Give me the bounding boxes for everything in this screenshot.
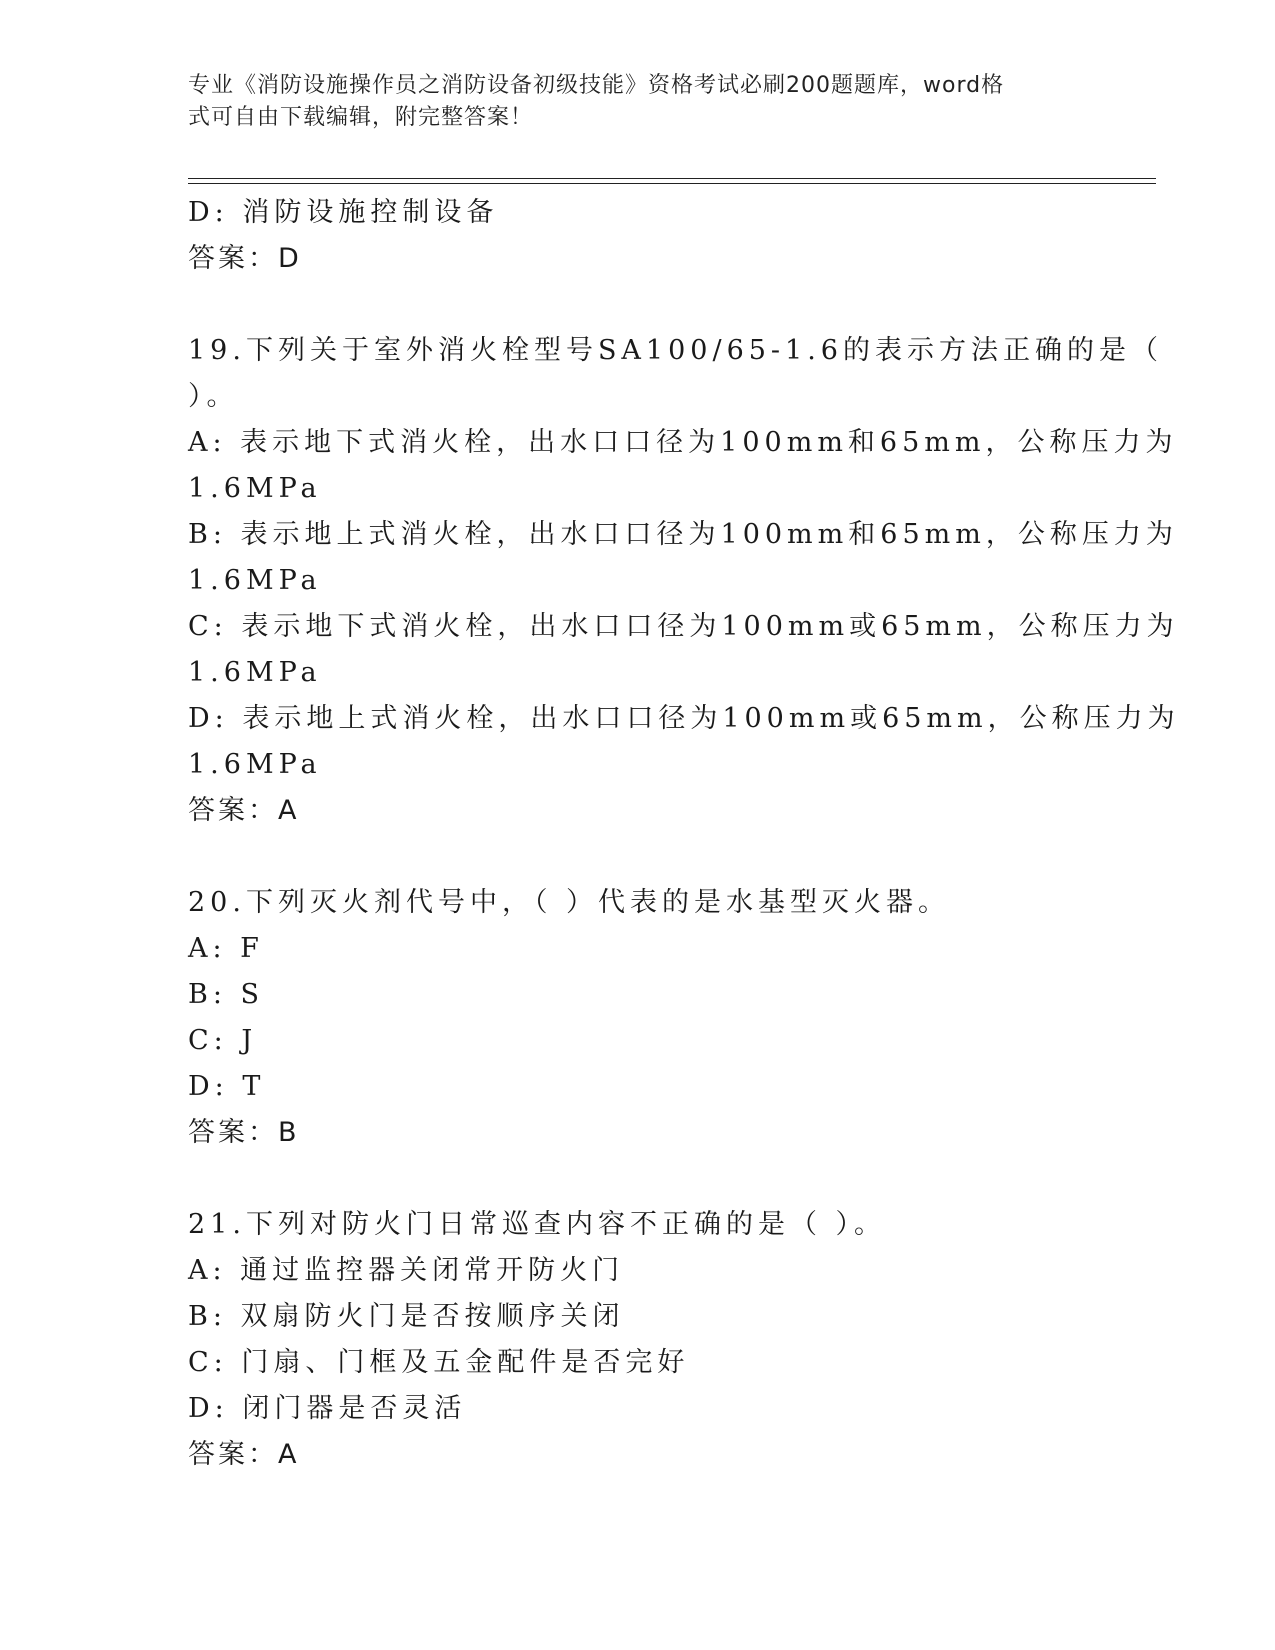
question-19-stem-line-1: 19.下列关于室外消火栓型号SA100/65-1.6的表示方法正确的是（	[188, 335, 1163, 366]
question-21	[188, 1202, 1088, 1478]
question-20-answer: 答案：B	[188, 1117, 300, 1148]
header-line-2: 式可自由下载编辑，附完整答案！	[188, 105, 534, 130]
question-20-option-d: D: T	[188, 1071, 266, 1102]
header-divider-top	[188, 178, 1156, 179]
question-21-option-b: B: 双扇防火门是否按顺序关闭	[188, 1301, 625, 1332]
question-20-option-b: B: S	[188, 979, 265, 1010]
question-19-option-c-line-2: 1.6MPa	[188, 657, 322, 688]
question-21-stem: 21.下列对防火门日常巡查内容不正确的是（ ）。	[188, 1209, 887, 1240]
question-19-option-a-line-2: 1.6MPa	[188, 473, 322, 504]
spacer	[188, 1156, 1088, 1202]
question-20	[188, 880, 1088, 1156]
question-list	[188, 190, 1180, 1478]
question-19-option-b-line-1: B: 表示地上式消火栓，出水口口径为100mm和65mm，公称压力为	[188, 519, 1178, 550]
question-19-option-a-line-1: A: 表示地下式消火栓，出水口口径为100mm和65mm，公称压力为	[188, 427, 1178, 458]
question-21-option-c: C: 门扇、门框及五金配件是否完好	[188, 1347, 690, 1378]
question-21-answer: 答案：A	[188, 1439, 300, 1470]
document-header	[188, 70, 1068, 134]
prev-answer: 答案：D	[188, 243, 302, 274]
question-20-option-c: C: J	[188, 1025, 258, 1056]
spacer	[188, 282, 1088, 328]
question-20-stem: 20.下列灭火剂代号中，（ ）代表的是水基型灭火器。	[188, 887, 951, 918]
header-line-1: 专业《消防设施操作员之消防设备初级技能》资格考试必刷200题题库，word格	[188, 73, 1005, 98]
question-19-answer: 答案：A	[188, 795, 300, 826]
question-21-option-a: A: 通过监控器关闭常开防火门	[188, 1255, 625, 1286]
question-20-option-a: A: F	[188, 933, 264, 964]
prev-option-d: D: 消防设施控制设备	[188, 197, 499, 228]
question-19-option-b-line-2: 1.6MPa	[188, 565, 322, 596]
question-19-option-c-line-1: C: 表示地下式消火栓，出水口口径为100mm或65mm，公称压力为	[188, 611, 1179, 642]
question-19-option-d-line-2: 1.6MPa	[188, 749, 322, 780]
question-19-stem-line-2: ）。	[188, 381, 239, 412]
question-19	[188, 328, 1180, 834]
spacer	[188, 834, 1088, 880]
question-21-option-d: D: 闭门器是否灵活	[188, 1393, 467, 1424]
header-divider-bottom	[188, 183, 1156, 184]
question-19-option-d-line-1: D: 表示地上式消火栓，出水口口径为100mm或65mm，公称压力为	[188, 703, 1180, 734]
